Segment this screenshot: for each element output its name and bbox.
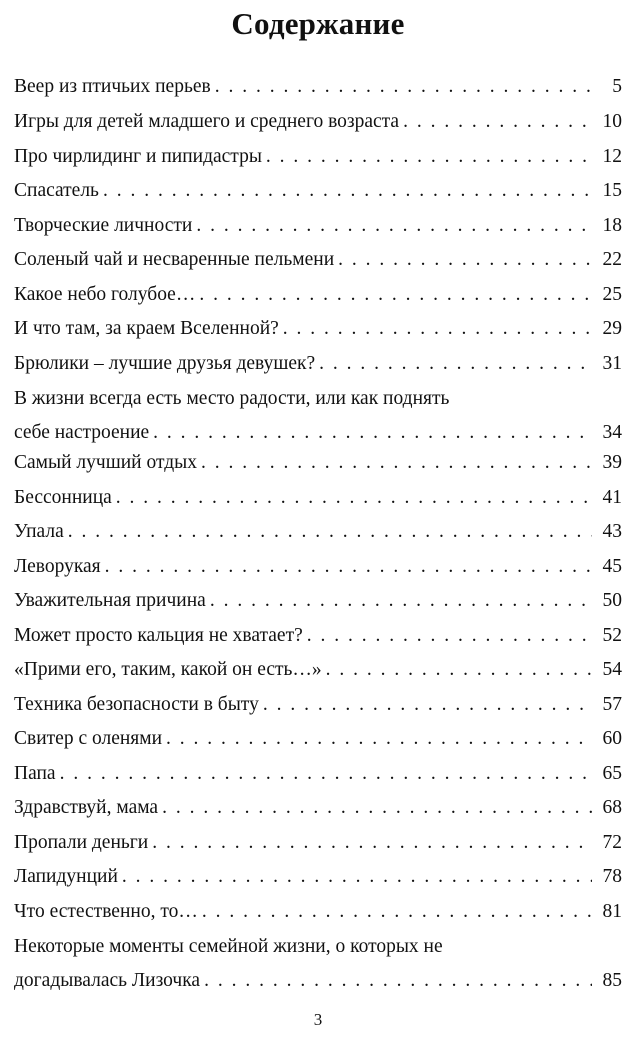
toc-row (14, 653, 622, 687)
toc-entry-title: Про чирлидинг и пипидастры (14, 146, 262, 167)
toc-dot-leader (68, 515, 592, 549)
toc-row (14, 416, 622, 450)
toc-entry[interactable] (14, 446, 622, 480)
toc-row (14, 446, 622, 480)
toc-entry-page: 81 (602, 901, 622, 922)
page-title: Содержание (231, 6, 405, 41)
toc-entry-page: 85 (602, 970, 622, 991)
toc-row (14, 481, 622, 515)
toc-dot-leader (204, 964, 592, 998)
toc-entry-title: Самый лучший отдых (14, 452, 197, 473)
toc-entry-page: 22 (602, 249, 622, 270)
toc-row (14, 619, 622, 653)
toc-row (14, 722, 622, 756)
toc-entry-page: 65 (602, 763, 622, 784)
toc-entry-page: 15 (602, 180, 622, 201)
toc-entry-title-line1: В жизни всегда есть место радости, или как поднять (14, 388, 450, 409)
toc-entry-title: догадывалась Лизочка (14, 970, 201, 991)
toc-dot-leader (105, 550, 592, 584)
toc-dot-leader (283, 312, 592, 346)
toc-row (14, 584, 622, 618)
toc-entry-title: Техника безопасности в быту (14, 694, 259, 715)
toc-entry[interactable] (14, 791, 622, 825)
toc-entry-page: 18 (602, 215, 622, 236)
toc-entry-title: Упала (14, 521, 64, 542)
toc-entry-page: 60 (602, 728, 622, 749)
toc-entry-title: Соленый чай и несваренные пельмени (14, 249, 335, 270)
toc-entry-page: 34 (602, 422, 622, 443)
toc-entry[interactable] (14, 688, 622, 722)
page-number: 3 (313, 1010, 323, 1029)
toc-entry[interactable] (14, 347, 622, 381)
toc-row (14, 209, 622, 243)
toc-entry-multiline[interactable] (14, 930, 622, 998)
toc-entry[interactable] (14, 515, 622, 549)
toc-entry[interactable] (14, 757, 622, 791)
toc-entry-title: Что естественно, то… (14, 901, 198, 922)
toc-row (14, 791, 622, 825)
toc-row (14, 860, 622, 894)
toc-dot-leader (215, 70, 592, 104)
toc-entry-page: 54 (602, 659, 622, 680)
toc-entry[interactable] (14, 312, 622, 346)
toc-entry-title: себе настроение (14, 422, 150, 443)
toc-entry-title: Веер из птичьих перьев (14, 76, 211, 97)
toc-entry-title: Бессонница (14, 487, 112, 508)
toc-entry-page: 43 (602, 521, 622, 542)
toc-entry-title: «Прими его, таким, какой он есть…» (14, 659, 322, 680)
toc-entry-title: Может просто кальция не хватает? (14, 625, 303, 646)
toc-entry-page: 39 (602, 452, 622, 473)
toc-entry-title: Свитер с оленями (14, 728, 163, 749)
toc-row (14, 243, 622, 277)
toc-entry[interactable] (14, 653, 622, 687)
toc-entry-title: Брюлики – лучшие друзья девушек? (14, 353, 316, 374)
toc-dot-leader (202, 895, 592, 929)
toc-dot-leader (266, 140, 592, 174)
toc-row (14, 105, 622, 139)
toc-entry[interactable] (14, 481, 622, 515)
toc-entry[interactable] (14, 243, 622, 277)
toc-dot-leader (196, 209, 592, 243)
toc-entry[interactable] (14, 619, 622, 653)
toc-entry[interactable] (14, 550, 622, 584)
toc-entry[interactable] (14, 826, 622, 860)
toc-entry-page: 45 (602, 556, 622, 577)
toc-entry-title: И что там, за краем Вселенной? (14, 318, 279, 339)
toc-dot-leader (122, 860, 592, 894)
toc-dot-leader (326, 653, 592, 687)
toc-entry-page: 31 (602, 353, 622, 374)
toc-entry-page: 12 (602, 146, 622, 167)
toc-row (14, 515, 622, 549)
toc-dot-leader (116, 481, 592, 515)
toc-entry-page: 41 (602, 487, 622, 508)
toc-entry[interactable] (14, 209, 622, 243)
toc-dot-leader (263, 688, 592, 722)
toc-row (14, 688, 622, 722)
toc-row (14, 312, 622, 346)
toc-entry-title: Уважительная причина (14, 590, 206, 611)
toc-dot-leader (210, 584, 592, 618)
toc-entry-page: 72 (602, 832, 622, 853)
toc-row (14, 895, 622, 929)
toc-row (14, 826, 622, 860)
toc-row (14, 550, 622, 584)
toc-entry[interactable] (14, 584, 622, 618)
toc-dot-leader (199, 278, 592, 312)
toc-dot-leader (319, 347, 592, 381)
toc-entry-page: 52 (602, 625, 622, 646)
toc-entry-title: Папа (14, 763, 56, 784)
toc-entry-page: 10 (602, 111, 622, 132)
toc-dot-leader (162, 791, 592, 825)
toc-dot-leader (60, 757, 592, 791)
toc-entry[interactable] (14, 860, 622, 894)
toc-entry-title: Творческие личности (14, 215, 193, 236)
toc-row (14, 964, 622, 998)
toc-dot-leader (307, 619, 592, 653)
toc-entry-title: Пропали деньги (14, 832, 149, 853)
toc-entry[interactable] (14, 895, 622, 929)
toc-entry-page: 5 (612, 76, 622, 97)
toc-row (14, 278, 622, 312)
toc-entry[interactable] (14, 70, 622, 104)
toc-dot-leader (201, 446, 592, 480)
toc-entry-page: 78 (602, 866, 622, 887)
toc-dot-leader (403, 105, 592, 139)
toc-entry-title: Здравствуй, мама (14, 797, 159, 818)
toc-entry[interactable] (14, 278, 622, 312)
toc-entry[interactable] (14, 174, 622, 208)
toc-entry-title-line1: Некоторые моменты семейной жизни, о которых не (14, 936, 443, 957)
toc-entry-title: Какое небо голубое… (14, 284, 196, 305)
toc-entry[interactable] (14, 140, 622, 174)
toc-dot-leader (103, 174, 592, 208)
toc-entry-title: Спасатель (14, 180, 99, 201)
toc-entry[interactable] (14, 105, 622, 139)
toc-entry-title: Лапидунций (14, 866, 118, 887)
toc-entry-page: 50 (602, 590, 622, 611)
toc-dot-leader (166, 722, 592, 756)
toc-entry[interactable] (14, 722, 622, 756)
toc-entry-multiline[interactable] (14, 382, 622, 450)
toc-row (14, 347, 622, 381)
toc-entry-title: Леворукая (14, 556, 101, 577)
toc-entry-page: 68 (602, 797, 622, 818)
toc-row (14, 174, 622, 208)
toc-entry-page: 25 (602, 284, 622, 305)
toc-row (14, 70, 622, 104)
toc-entry-page: 29 (602, 318, 622, 339)
toc-entry-title: Игры для детей младшего и среднего возраста (14, 111, 400, 132)
toc-entry-page: 57 (602, 694, 622, 715)
toc-row (14, 757, 622, 791)
toc-row (14, 140, 622, 174)
toc-dot-leader (153, 416, 592, 450)
toc-dot-leader (152, 826, 592, 860)
toc-dot-leader (338, 243, 592, 277)
